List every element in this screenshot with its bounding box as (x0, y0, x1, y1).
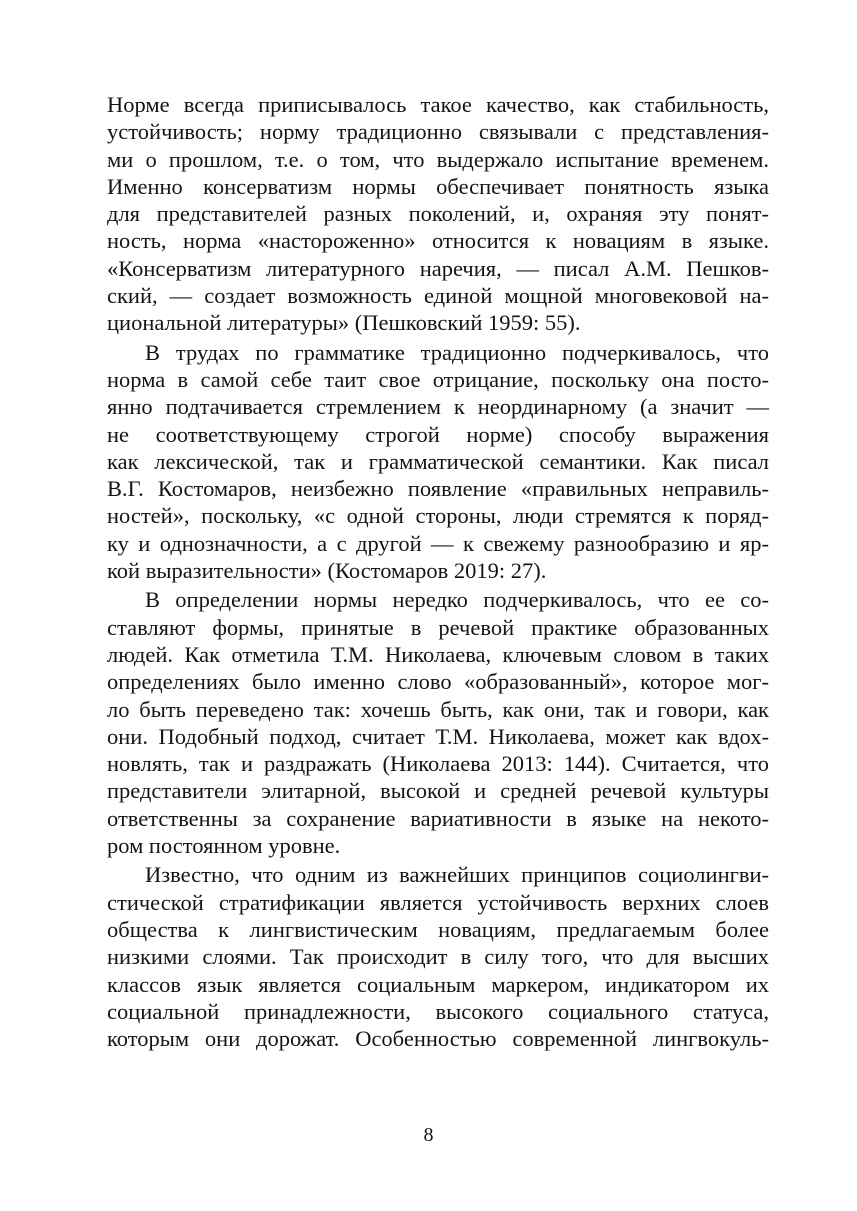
text-line: стической стратификации является устойчивость верхних слоев (107, 889, 769, 915)
text-line: как лексической, так и грамматической семантики. Как писал (107, 448, 769, 474)
text-line: классов язык является социальным маркером, индикатором их (107, 971, 769, 997)
page-number: 8 (423, 1124, 434, 1146)
text-line: Норме всегда приписывалось такое качество, как стабильность, (107, 92, 769, 117)
text-line: ставляют формы, принятые в речевой практике образованных (107, 614, 769, 640)
text-line: не соответствующему строгой норме) способу выражения (107, 421, 769, 447)
text-line: новлять, так и раздражать (Николаева 2013: 144). Считается, что (107, 751, 769, 777)
text-line: «Консерватизм литературного наречия, — писал А.М. Пешков- (107, 255, 769, 281)
text-line: социальной принадлежности, высокого социального статуса, (107, 998, 769, 1024)
text-line: ром постоянном уровне. (107, 833, 341, 859)
body-text (107, 91, 769, 1052)
text-line: ностей», поскольку, «с одной стороны, люди стремятся к поряд- (107, 503, 769, 529)
text-line: янно подтачивается стремлением к неординарному (а значит — (107, 394, 769, 420)
paragraph-4 (107, 861, 769, 1052)
text-line: людей. Как отметила Т.М. Николаева, ключевым словом в таких (107, 641, 769, 667)
text-line: Именно консерватизм нормы обеспечивает понятность языка (107, 173, 769, 199)
paragraph-3 (107, 586, 769, 859)
text-line: ответственны за сохранение вариативности в языке на некото- (107, 805, 769, 831)
text-line: которым они дорожат. Особенностью современной лингвокуль- (107, 1026, 769, 1052)
text-line: для представителей разных поколений, и, охраняя эту понят- (107, 201, 769, 227)
text-line: ность, норма «настороженно» относится к новациям в языке. (107, 228, 769, 254)
text-line: они. Подобный подход, считает Т.М. Николаева, может как вдох- (107, 723, 769, 749)
text-line: кой выразительности» (Костомаров 2019: 27). (107, 558, 547, 584)
text-line: В.Г. Костомаров, неизбежно появление «правильных неправиль- (107, 476, 769, 502)
text-line: норма в самой себе таит свое отрицание, поскольку она посто- (107, 366, 769, 392)
text-line: Известно, что одним из важнейших принципов социолингви- (145, 862, 769, 888)
text-line: ми о прошлом, т.е. о том, что выдержало испытание временем. (107, 146, 769, 172)
paragraph-2 (107, 339, 769, 585)
text-line: В определении нормы нередко подчеркивалось, что ее со- (145, 587, 769, 613)
text-line: устойчивость; норму традиционно связывали с представления- (107, 119, 769, 145)
text-line: низкими слоями. Так происходит в силу того, что для высших (107, 944, 769, 970)
text-line: ский, — создает возможность единой мощной многовековой на- (107, 283, 769, 309)
text-line: представители элитарной, высокой и средней речевой культуры (107, 778, 769, 804)
text-line: ло быть переведено так: хочешь быть, как они, так и говори, как (107, 696, 769, 722)
text-line: определениях было именно слово «образованный», которое мог- (107, 669, 769, 695)
text-line: общества к лингвистическим новациям, предлагаемым более (107, 916, 769, 942)
paragraph-1 (107, 91, 769, 337)
text-line: ку и однозначности, а с другой — к свежему разнообразию и яр- (107, 530, 769, 556)
text-line: В трудах по грамматике традиционно подчеркивалось, что (145, 339, 769, 365)
text-line: циональной литературы» (Пешковский 1959: 55). (107, 310, 581, 336)
